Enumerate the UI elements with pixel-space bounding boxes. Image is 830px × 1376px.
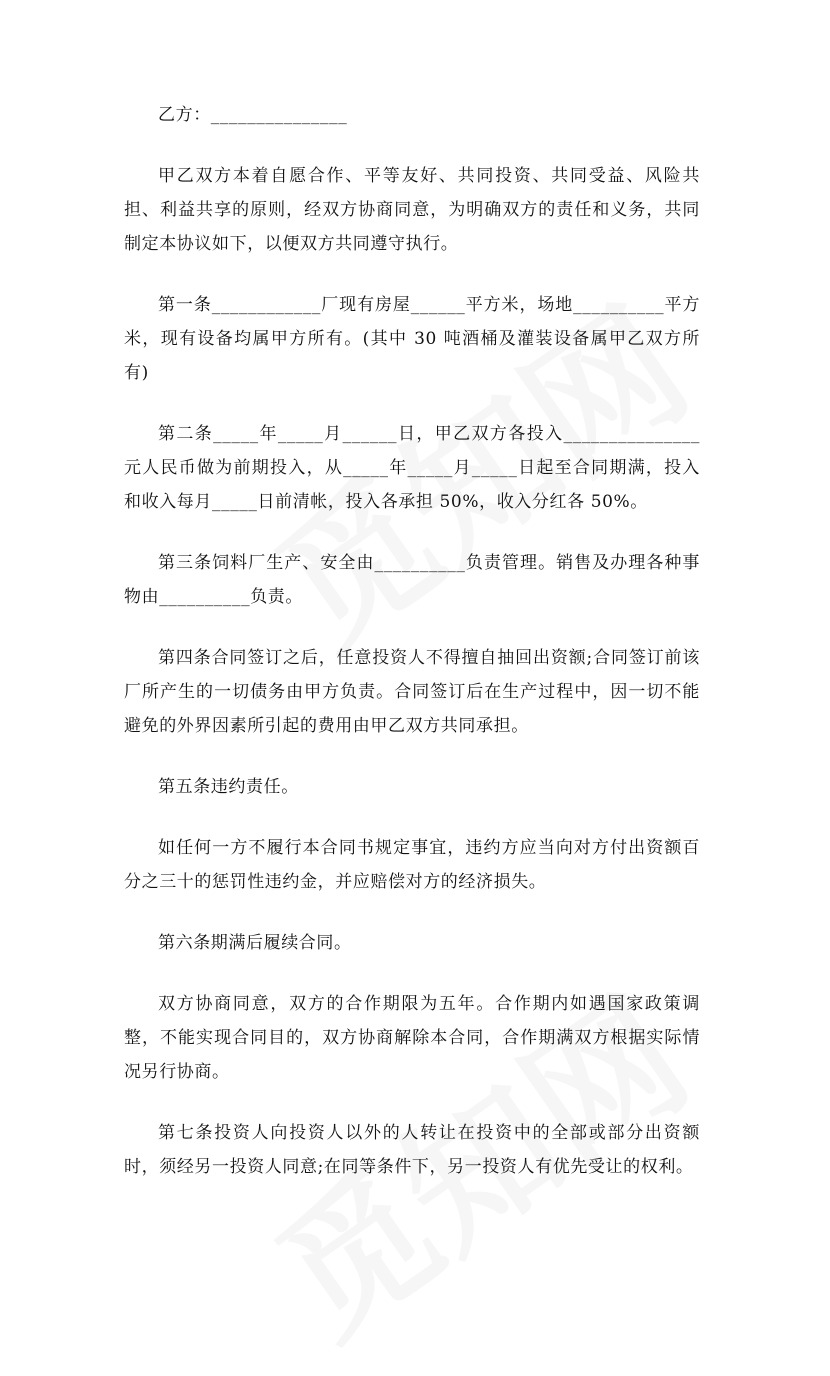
article-7-paragraph: 第七条投资人向投资人以外的人转让在投资中的全部或部分出资额时，须经另一投资人同意;在同等条件下，另一投资人有优先受让的权利。 xyxy=(124,1123,700,1177)
article-1-paragraph: 第一条____________厂现有房屋______平方米，场地__________平方米，现有设备均属甲方所有。(其中 30 吨酒桶及灌装设备属甲乙双方所有) xyxy=(124,295,700,383)
preamble-paragraph: 甲乙双方本着自愿合作、平等友好、共同投资、共同受益、风险共担、利益共享的原则，经双方协商同意，为明确双方的责任和义务，共同制定本协议如下，以便双方共同遵守执行。 xyxy=(124,166,700,254)
article-6-body: 双方协商同意，双方的合作期限为五年。合作期内如遇国家政策调整，不能实现合同目的，双方协商解除本合同，合作期满双方根据实际情况另行协商。 xyxy=(124,994,700,1082)
article-3-paragraph: 第三条饲料厂生产、安全由__________负责管理。销售及办理各种事物由__________负责。 xyxy=(124,553,700,607)
article-6-heading: 第六条期满后履续合同。 xyxy=(158,933,352,953)
article-5-heading: 第五条违约责任。 xyxy=(158,777,299,797)
article-5-body: 如任何一方不履行本合同书规定事宜，违约方应当向对方付出资额百分之三十的惩罚性违约金，并应赔偿对方的经济损失。 xyxy=(124,838,700,892)
party-b-line: 乙方：_______________ xyxy=(158,105,348,125)
article-4-paragraph: 第四条合同签订之后，任意投资人不得擅自抽回出资额;合同签订前该厂所产生的一切债务由甲方负责。合同签订后在生产过程中，因一切不能避免的外界因素所引起的费用由甲乙双方共同承担。 xyxy=(124,648,700,736)
article-2-paragraph: 第二条_____年_____月______日，甲乙双方各投入_______________元人民币做为前期投入，从_____年_____月_____日起至合同期满，投入和收入每月_____日前清帐，投入各承担 50%，收入分红各 50%。 xyxy=(124,424,700,512)
document-body xyxy=(124,98,700,1211)
